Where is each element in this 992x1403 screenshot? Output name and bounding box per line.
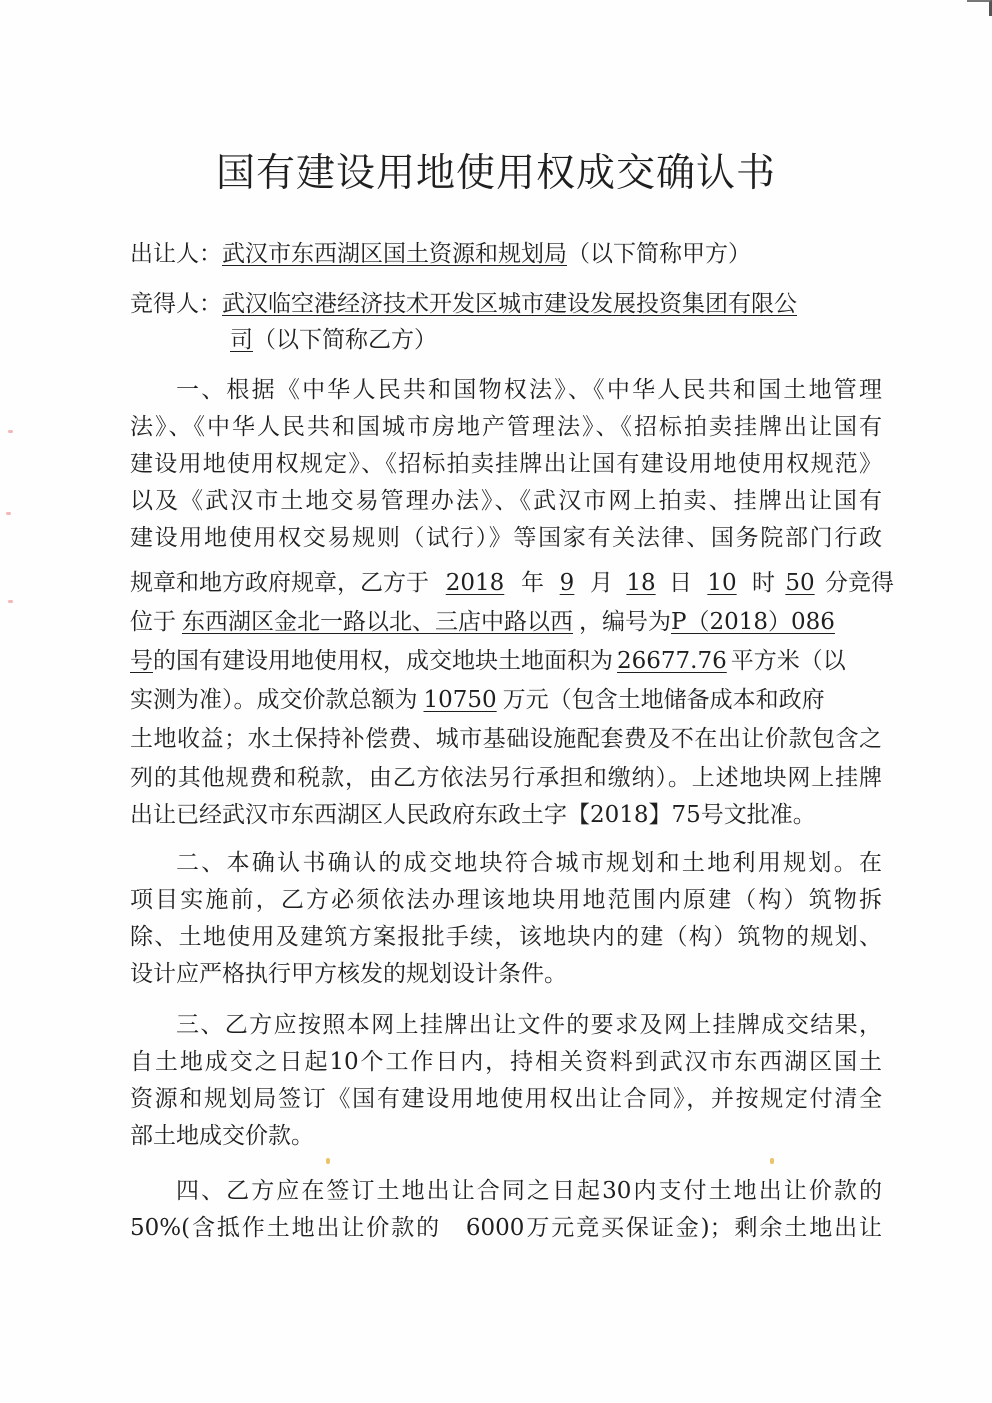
section4-line: 50%(含抵作土地出让价款的 6000万元竞买保证金)；剩余土地出让 [130,1215,882,1241]
parcel-location: 东西湖区金北一路以北、三店中路以西 [182,609,573,635]
grantor-name: 武汉市东西湖区国土资源和规划局 [222,241,567,267]
section1-line: 列的其他规费和税款，由乙方依法另行承担和缴纳）。上述地块网上挂牌 [130,765,882,791]
grantee-label: 竞得人： [130,291,222,317]
scan-speck [8,430,13,433]
section1-line-approval: 出让已经武汉市东西湖区人民政府东政土字【2018】75号文批准。 [130,802,816,828]
parcel-area: 26677.76 [617,648,727,674]
section1-line: 法》、《中华人民共和国城市房地产管理法》、《招标拍卖挂牌出让国有 [130,414,882,440]
section1-line-area [130,644,846,678]
section1-line: 一、根据《中华人民共和国物权法》、《中华人民共和国土地管理 [176,377,882,403]
scan-corner-mark [967,0,992,16]
section2-line: 除、土地使用及建筑方案报批手续，该地块内的建（构）筑物的规划、 [130,924,882,950]
scan-dot [770,1158,774,1164]
grantee-name: 武汉临空港经济技术开发区城市建设发展投资集团有限公 [222,291,797,317]
section2-line: 项目实施前，乙方必须依法办理该地块用地范围内原建（构）筑物拆 [130,887,882,913]
parcel-number: P（2018）086 [671,609,835,635]
auction-hour: 10 [707,570,737,596]
section1-line-date [130,566,894,600]
scan-speck [6,512,11,515]
grantor-note: （以下简称甲方） [567,241,751,267]
section1-line: 以及《武汉市土地交易管理办法》、《武汉市网上拍卖、挂牌出让国有 [130,488,882,514]
area-suffix: 平方米（以 [730,648,846,674]
section3-line: 资源和规划局签订《国有建设用地使用权出让合同》，并按规定付清全 [130,1086,882,1112]
auction-day: 18 [626,570,656,596]
year-unit: 年 [521,570,544,596]
grantee-line-2 [230,323,437,357]
section4-line: 四、乙方应在签订土地出让合同之日起30内支付土地出让价款的 [176,1178,882,1204]
document-title: 国有建设用地使用权成交确认书 [215,151,776,196]
location-prefix: 位于 [130,609,176,635]
grantee-name-cont: 司 [230,327,253,353]
section3-line: 三、乙方应按照本网上挂牌出让文件的要求及网上挂牌成交结果， [176,1012,882,1038]
section1-line: 土地收益；水土保持补偿费、城市基础设施配套费及不在出让价款包含之 [130,726,882,752]
grantor-label: 出让人： [130,241,222,267]
price-suffix: 万元（包含土地储备成本和政府 [502,687,825,713]
area-prefix: 的国有建设用地使用权，成交地块土地面积为 [153,648,613,674]
section3-line: 自土地成交之日起10个工作日内，持相关资料到武汉市东西湖区国土 [130,1049,882,1075]
section3-line: 部土地成交价款。 [130,1123,314,1149]
grantor-line [130,237,751,271]
day-unit: 日 [669,570,692,596]
grantee-note: （以下简称乙方） [253,327,437,353]
grantee-line [130,287,797,321]
section2-line: 设计应严格执行甲方核发的规划设计条件。 [130,961,567,987]
section1-line: 建设用地使用权交易规则（试行）》等国家有关法律、国务院部门行政 [130,525,882,551]
section2-line: 二、本确认书确认的成交地块符合城市规划和土地利用规划。在 [176,850,882,876]
section1-line-price [130,683,825,717]
hour-unit: 时 [752,570,775,596]
section1-line-location [130,605,835,639]
date-suffix: 分竞得 [825,570,894,596]
month-unit: 月 [590,570,613,596]
parcel-number-suffix: 号 [130,648,153,674]
section1-line: 建设用地使用权规定》、《招标拍卖挂牌出让国有建设用地使用权规范》 [130,451,882,477]
scan-dot [326,1158,330,1164]
auction-month: 9 [559,570,575,596]
date-prefix: 规章和地方政府规章，乙方于 [130,570,429,596]
auction-year: 2018 [445,570,505,596]
price-prefix: 实测为准）。成交价款总额为 [130,687,418,713]
auction-minute: 50 [785,570,815,596]
location-mid: ，编号为 [579,609,671,635]
total-price: 10750 [423,687,497,713]
scan-speck [8,600,13,603]
